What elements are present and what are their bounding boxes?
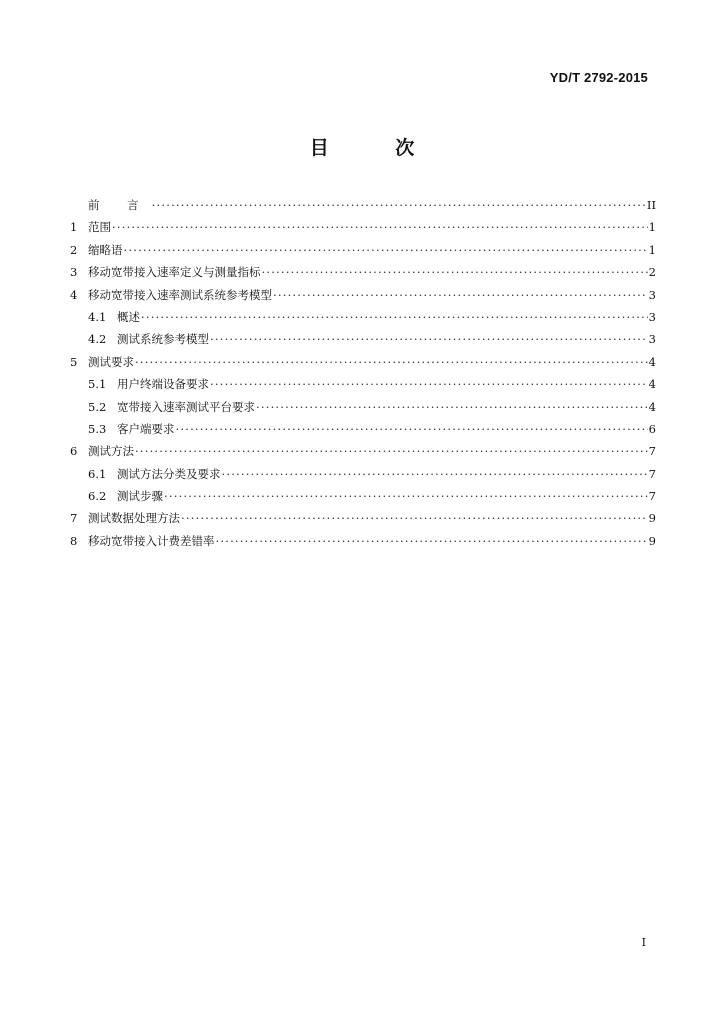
toc-entry-number: 5 bbox=[70, 354, 78, 369]
toc-entry-page: 4 bbox=[648, 377, 656, 392]
toc-entry-6-1[interactable] bbox=[70, 463, 656, 485]
toc-entry-page: 9 bbox=[648, 533, 656, 548]
toc-entry-page: 7 bbox=[648, 444, 656, 459]
toc-entry-number: 4.1 bbox=[88, 309, 107, 324]
toc-entry-foreword[interactable] bbox=[70, 194, 656, 216]
toc-entry-label: 宽带接入速率测试平台要求 bbox=[117, 399, 255, 414]
toc-leader-dots bbox=[112, 216, 648, 238]
toc-entry-label: 移动宽带接入计费差错率 bbox=[88, 533, 215, 548]
toc-entry-number: 6.2 bbox=[88, 489, 107, 504]
toc-entry-number: 5.1 bbox=[88, 377, 107, 392]
toc-leader-dots bbox=[135, 440, 648, 462]
document-number: YD/T 2792-2015 bbox=[549, 70, 648, 85]
toc-leader-dots bbox=[222, 463, 648, 485]
toc-leader-dots bbox=[164, 485, 648, 507]
toc-leader-dots bbox=[124, 239, 648, 261]
toc-leader-dots bbox=[262, 261, 648, 283]
toc-entry-page: 3 bbox=[648, 309, 656, 324]
toc-entry-number: 6.1 bbox=[88, 466, 107, 481]
toc-entry-label: 客户端要求 bbox=[117, 421, 175, 436]
toc-entry-2[interactable] bbox=[70, 239, 656, 261]
toc-entry-1[interactable] bbox=[70, 216, 656, 238]
page-folio: I bbox=[641, 936, 646, 949]
toc-entry-5-2[interactable] bbox=[70, 396, 656, 418]
toc-entry-number: 6 bbox=[70, 444, 78, 459]
toc-entry-label: 用户终端设备要求 bbox=[117, 377, 209, 392]
toc-entry-label: 移动宽带接入速率定义与测量指标 bbox=[88, 265, 261, 280]
toc-leader-dots bbox=[152, 194, 646, 216]
toc-leader-dots bbox=[273, 284, 648, 306]
toc-entry-number: 3 bbox=[70, 265, 78, 280]
toc-leader-dots bbox=[135, 351, 648, 373]
toc-entry-5-1[interactable] bbox=[70, 373, 656, 395]
toc-entry-page: 6 bbox=[648, 421, 656, 436]
toc-entry-page: 1 bbox=[648, 242, 656, 257]
toc-leader-dots bbox=[210, 328, 648, 350]
toc-entry-4[interactable] bbox=[70, 284, 656, 306]
toc-entry-page: 7 bbox=[648, 466, 656, 481]
toc-entry-label: 范围 bbox=[88, 220, 111, 235]
toc-entry-4-2[interactable] bbox=[70, 328, 656, 350]
toc-entry-label: 测试方法分类及要求 bbox=[117, 466, 221, 481]
toc-entry-number: 7 bbox=[70, 511, 78, 526]
toc-entry-page: II bbox=[646, 198, 656, 212]
toc-entry-label: 概述 bbox=[117, 309, 140, 324]
toc-entry-8[interactable] bbox=[70, 530, 656, 552]
toc-entry-page: 1 bbox=[648, 220, 656, 235]
toc-entry-number: 4 bbox=[70, 287, 78, 302]
toc-entry-page: 3 bbox=[648, 332, 656, 347]
toc-entry-4-1[interactable] bbox=[70, 306, 656, 328]
toc-entry-label: 前 言 bbox=[88, 198, 151, 212]
table-of-contents bbox=[70, 194, 656, 552]
toc-entry-7[interactable] bbox=[70, 507, 656, 529]
toc-entry-label: 缩略语 bbox=[88, 242, 123, 257]
toc-leader-dots bbox=[210, 373, 648, 395]
toc-entry-page: 9 bbox=[648, 511, 656, 526]
toc-entry-5[interactable] bbox=[70, 351, 656, 373]
toc-entry-number: 5.2 bbox=[88, 399, 107, 414]
toc-entry-page: 2 bbox=[648, 265, 656, 280]
toc-entry-number: 8 bbox=[70, 533, 78, 548]
toc-entry-label: 测试要求 bbox=[88, 354, 134, 369]
toc-leader-dots bbox=[176, 418, 648, 440]
toc-leader-dots bbox=[141, 306, 648, 328]
toc-entry-6[interactable] bbox=[70, 440, 656, 462]
toc-leader-dots bbox=[216, 530, 648, 552]
toc-entry-label: 测试数据处理方法 bbox=[88, 511, 180, 526]
toc-entry-3[interactable] bbox=[70, 261, 656, 283]
toc-leader-dots bbox=[181, 507, 648, 529]
toc-entry-page: 4 bbox=[648, 354, 656, 369]
toc-entry-label: 测试方法 bbox=[88, 444, 134, 459]
toc-entry-page: 7 bbox=[648, 489, 656, 504]
toc-entry-page: 4 bbox=[648, 399, 656, 414]
toc-entry-6-2[interactable] bbox=[70, 485, 656, 507]
toc-entry-page: 3 bbox=[648, 287, 656, 302]
toc-entry-label: 测试步骤 bbox=[117, 489, 163, 504]
toc-entry-number: 2 bbox=[70, 242, 78, 257]
page-title: 目 次 bbox=[309, 137, 445, 159]
toc-entry-label: 移动宽带接入速率测试系统参考模型 bbox=[88, 287, 272, 302]
toc-entry-number: 1 bbox=[70, 220, 78, 235]
toc-leader-dots bbox=[256, 396, 648, 418]
toc-entry-5-3[interactable] bbox=[70, 418, 656, 440]
toc-entry-number: 5.3 bbox=[88, 421, 107, 436]
toc-entry-label: 测试系统参考模型 bbox=[117, 332, 209, 347]
toc-entry-number: 4.2 bbox=[88, 332, 107, 347]
